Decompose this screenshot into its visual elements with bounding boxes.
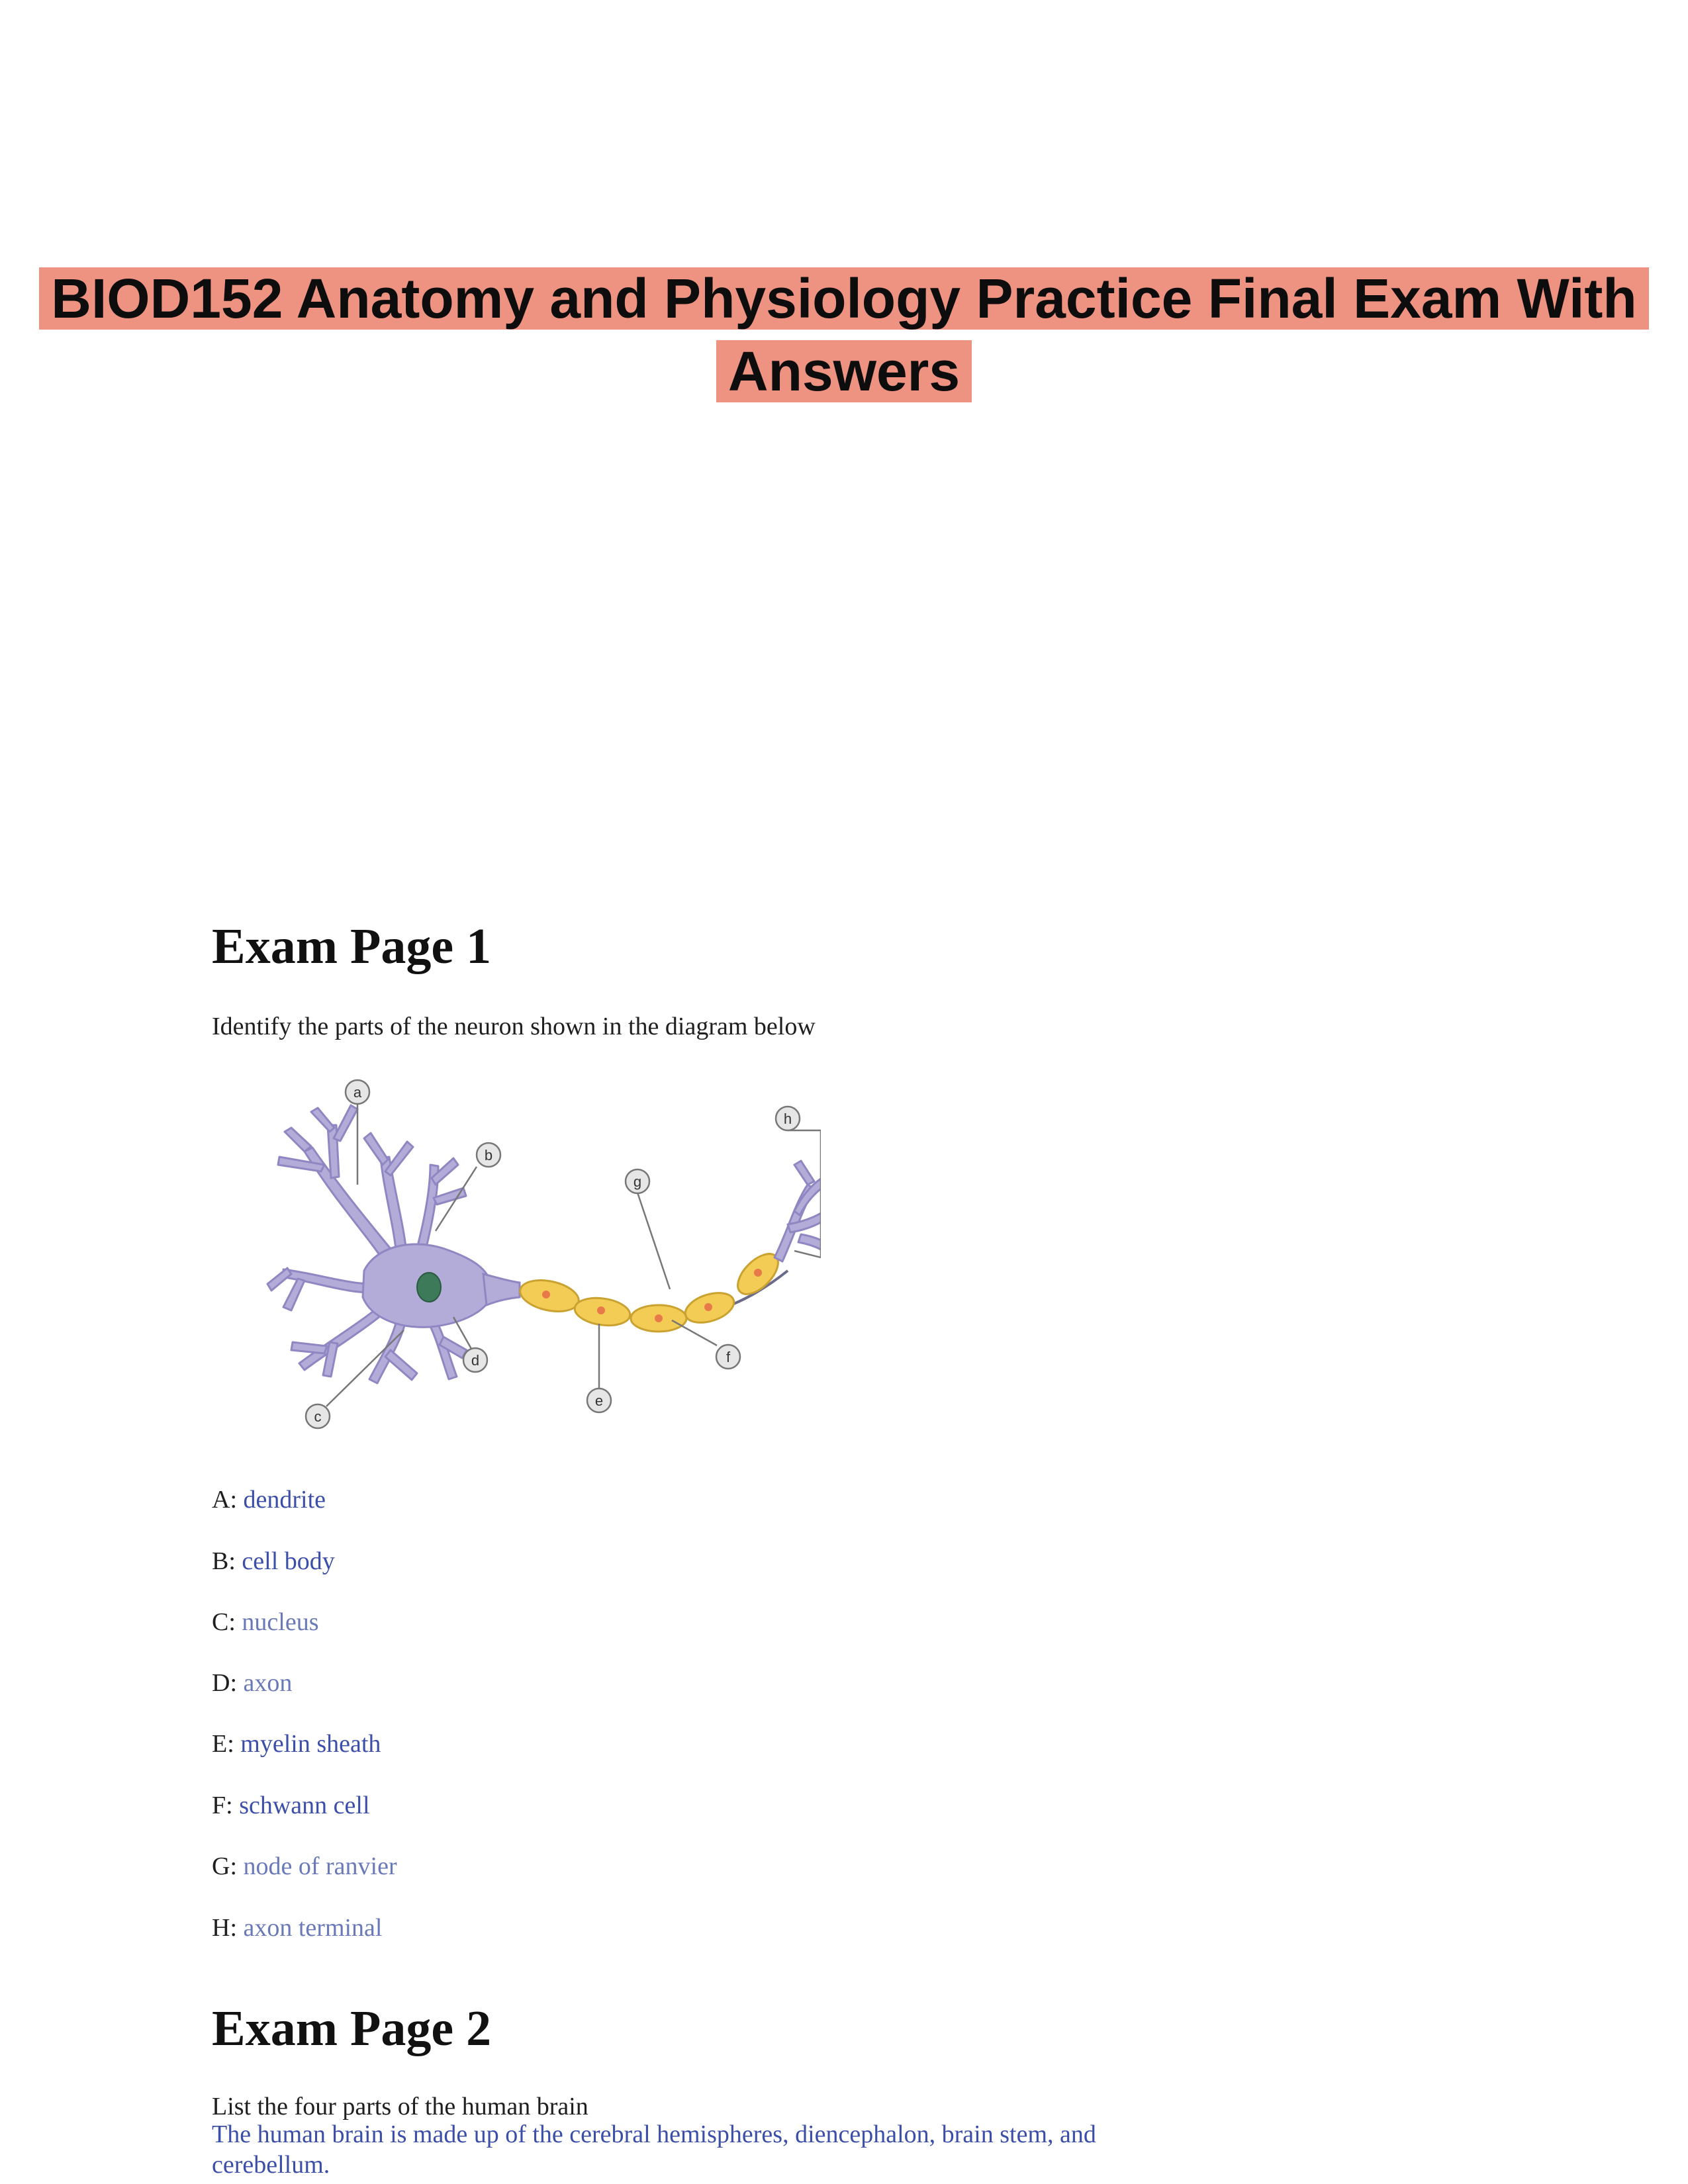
exam-page-2-heading: Exam Page 2 (212, 2001, 492, 2056)
answer-row-g (212, 1851, 397, 1882)
answer-letter: H: (212, 1914, 237, 1942)
answer-row-a (212, 1484, 326, 1515)
svg-text:c: c (314, 1408, 322, 1425)
answer-letter: E: (212, 1730, 234, 1758)
answer-letter: D: (212, 1669, 237, 1697)
neuron-question: Identify the parts of the neuron shown in the diagram below (212, 1013, 816, 1040)
svg-text:d: d (471, 1352, 480, 1369)
answer-row-d (212, 1668, 292, 1698)
diagram-label-a (346, 1080, 369, 1104)
answer-value: dendrite (243, 1486, 326, 1514)
answer-value: node of ranvier (243, 1852, 397, 1880)
answer-value: schwann cell (239, 1792, 370, 1819)
brain-answer: The human brain is made up of the cerebral hemispheres, diencephalon, brain stem, and cerebellum. (212, 2120, 1096, 2179)
myelin-segments (517, 1247, 785, 1332)
svg-text:e: e (594, 1392, 604, 1409)
document-title (0, 262, 1688, 408)
answer-letter: B: (212, 1547, 236, 1575)
diagram-label-b (477, 1143, 500, 1167)
svg-text:f: f (726, 1349, 731, 1365)
svg-text:h: h (783, 1111, 792, 1127)
document-title-text: BIOD152 Anatomy and Physiology Practice Final Exam With Answers (39, 267, 1648, 402)
diagram-label-e (587, 1388, 611, 1412)
answer-value: axon (243, 1669, 293, 1697)
diagram-label-d (463, 1348, 487, 1372)
answer-row-e (212, 1729, 381, 1759)
svg-text:b: b (484, 1147, 493, 1163)
answer-value: axon terminal (243, 1914, 383, 1942)
answer-row-h (212, 1913, 382, 1943)
neuron-nucleus (417, 1273, 441, 1302)
exam-page-1-heading: Exam Page 1 (212, 919, 492, 974)
answer-value: cell body (242, 1547, 335, 1575)
svg-text:g: g (633, 1173, 642, 1190)
brain-question: List the four parts of the human brain (212, 2093, 588, 2120)
answer-value: myelin sheath (240, 1730, 381, 1758)
answer-letter: G: (212, 1852, 237, 1880)
svg-text:a: a (353, 1084, 362, 1101)
answer-row-c (212, 1607, 318, 1637)
answer-letter: A: (212, 1486, 237, 1514)
answer-row-b (212, 1546, 335, 1576)
answer-row-f (212, 1790, 370, 1821)
diagram-label-c (306, 1404, 330, 1428)
answer-letter: C: (212, 1608, 236, 1636)
neuron-diagram (265, 1072, 821, 1430)
answer-letter: F: (212, 1792, 233, 1819)
axon-terminal (774, 1158, 821, 1288)
diagram-label-g (626, 1169, 649, 1193)
diagram-label-h (776, 1107, 800, 1130)
diagram-label-f (716, 1345, 740, 1369)
answer-value: nucleus (242, 1608, 319, 1636)
